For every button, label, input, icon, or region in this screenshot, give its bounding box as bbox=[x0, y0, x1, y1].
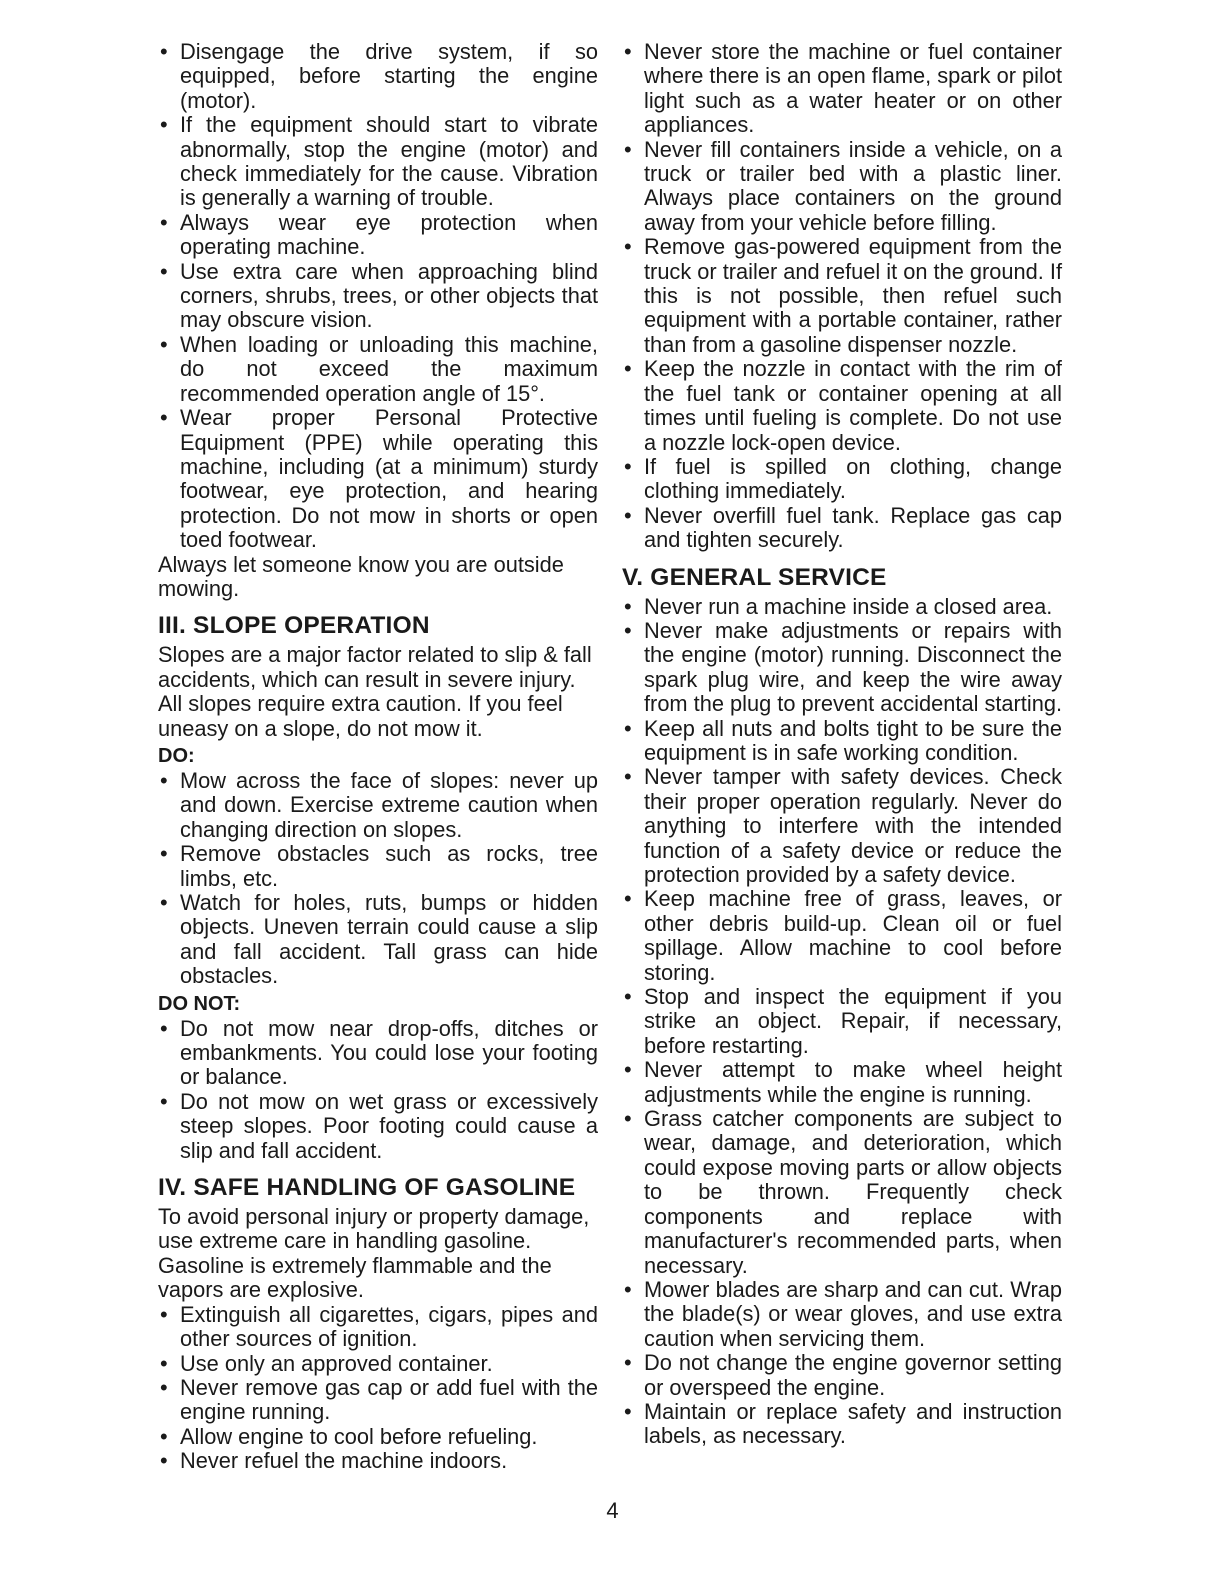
list-item: • Use only an approved container. bbox=[160, 1350, 493, 1376]
list-item: • Always wear eye protection when operating machine. bbox=[160, 209, 598, 260]
bullet-icon: • bbox=[624, 715, 632, 741]
bullet-icon: • bbox=[624, 356, 632, 382]
list-item: • Never overfill fuel tank. Replace gas cap and tighten securely. bbox=[624, 502, 1062, 553]
list-item: • Do not mow near drop-offs, ditches or embankments. You could lose your footing or balance. bbox=[160, 1015, 598, 1090]
list-item: • Never attempt to make wheel height adjustments while the engine is running. bbox=[624, 1057, 1062, 1107]
bullet-icon: • bbox=[160, 39, 168, 64]
bullet-icon: • bbox=[160, 890, 168, 915]
list-item: • Never refuel the machine indoors. bbox=[160, 1448, 508, 1474]
bullet-icon: • bbox=[624, 984, 632, 1010]
list-item: • Maintain or replace safety and instruction labels, as necessary. bbox=[624, 1398, 1062, 1449]
general-service-heading: V. GENERAL SERVICE bbox=[622, 563, 887, 591]
gasoline-list bbox=[158, 1303, 598, 1474]
bullet-icon: • bbox=[160, 1448, 168, 1474]
do-list bbox=[158, 769, 598, 989]
bullet-icon: • bbox=[624, 593, 632, 619]
list-item: • Grass catcher components are subject to wear, damage, and deterioration, which could expose moving parts or allow objects to be thrown. Frequently check components and replace with manufacturer's recommended parts, when necessary. bbox=[624, 1106, 1062, 1278]
bullet-icon: • bbox=[160, 841, 168, 867]
left-column bbox=[158, 40, 598, 1474]
list-item: • Extinguish all cigarettes, cigars, pipes and other sources of ignition. bbox=[160, 1301, 598, 1352]
bullet-icon: • bbox=[624, 136, 632, 162]
list-item: • Keep the nozzle in contact with the rim of the fuel tank or container opening at all times until fueling is complete. Do not use a nozzle lock-open device. bbox=[624, 356, 1062, 455]
list-item: • Never remove gas cap or add fuel with the engine running. bbox=[160, 1374, 598, 1425]
do-not-list bbox=[158, 1017, 598, 1163]
bullet-icon: • bbox=[160, 258, 168, 284]
bullet-icon: • bbox=[160, 1423, 168, 1449]
list-item: • Never fill containers inside a vehicle, on a truck or trailer bed with a plastic liner. Always place containers on the ground away from your vehicle before filling. bbox=[624, 136, 1062, 235]
bullet-icon: • bbox=[624, 1398, 632, 1424]
gasoline-list-continued bbox=[622, 40, 1062, 553]
bullet-icon: • bbox=[624, 617, 632, 643]
page-number: 4 bbox=[606, 1498, 619, 1523]
bullet-icon: • bbox=[160, 1350, 168, 1376]
gasoline-heading: IV. SAFE HANDLING OF GASOLINE bbox=[158, 1174, 576, 1202]
slope-paragraph: Slopes are a major factor related to slip & fall accidents, which can result in severe injury. All slopes require extra caution. If you feel uneasy on a slope, do not mow it. bbox=[158, 642, 592, 741]
bullet-icon: • bbox=[160, 112, 168, 138]
bullet-icon: • bbox=[624, 1057, 632, 1083]
list-item: • Disengage the drive system, if so equipped, before starting the engine (motor). bbox=[160, 39, 598, 113]
list-item: • Mower blades are sharp and can cut. Wrap the blade(s) or wear gloves, and use extra caution when servicing them. bbox=[624, 1276, 1062, 1351]
list-item: • Remove gas-powered equipment from the truck or trailer and refuel it on the ground. If this is not possible, then refuel such equipment with a portable container, rather than from a gasoline dispenser nozzle. bbox=[624, 234, 1062, 357]
intro-note: Always let someone know you are outside mowing. bbox=[158, 551, 564, 601]
slope-operation-heading: III. SLOPE OPERATION bbox=[158, 612, 430, 640]
list-item: • Remove obstacles such as rocks, tree limbs, etc. bbox=[160, 841, 598, 891]
do-label: DO: bbox=[158, 744, 195, 767]
bullet-icon: • bbox=[624, 234, 632, 260]
list-item: • Do not change the engine governor setting or overspeed the engine. bbox=[624, 1350, 1062, 1400]
bullet-icon: • bbox=[624, 764, 632, 790]
list-item: • Use extra care when approaching blind corners, shrubs, trees, or other objects that may obscure vision. bbox=[160, 258, 598, 333]
intro-bullet-list bbox=[158, 40, 598, 553]
list-item: • Watch for holes, ruts, bumps or hidden objects. Uneven terrain could cause a slip and fall accident. Tall grass can hide obstacles. bbox=[160, 890, 598, 989]
list-item: • Stop and inspect the equipment if you strike an object. Repair, if necessary, before restarting. bbox=[624, 984, 1062, 1058]
do-not-label: DO NOT: bbox=[158, 992, 241, 1015]
bullet-icon: • bbox=[160, 1301, 168, 1327]
bullet-icon: • bbox=[160, 1374, 168, 1400]
bullet-icon: • bbox=[160, 767, 168, 793]
bullet-icon: • bbox=[624, 1106, 632, 1132]
list-item: • Do not mow on wet grass or excessively steep slopes. Poor footing could cause a slip and fall accident. bbox=[160, 1088, 598, 1163]
bullet-icon: • bbox=[160, 331, 168, 357]
bullet-icon: • bbox=[624, 39, 632, 64]
bullet-icon: • bbox=[624, 502, 632, 528]
bullet-icon: • bbox=[160, 405, 168, 431]
list-item: • When loading or unloading this machine, do not exceed the maximum recommended operation angle of 15°. bbox=[160, 331, 598, 406]
gasoline-paragraph: To avoid personal injury or property damage, use extreme care in handling gasoline. Gasoline is extremely flammable and the vapors are explosive. bbox=[158, 1204, 590, 1303]
bullet-icon: • bbox=[624, 886, 632, 912]
list-item: • Keep all nuts and bolts tight to be sure the equipment is in safe working condition. bbox=[624, 715, 1062, 765]
right-column bbox=[622, 40, 1062, 1449]
list-item: • Never make adjustments or repairs with the engine (motor) running. Disconnect the spark plug wire, and keep the wire away from the plug to prevent accidental starting. bbox=[624, 617, 1063, 717]
bullet-icon: • bbox=[160, 1088, 168, 1114]
bullet-icon: • bbox=[160, 1015, 168, 1041]
list-item: • Never run a machine inside a closed area. bbox=[624, 593, 1053, 619]
list-item: • If fuel is spilled on clothing, change clothing immediately. bbox=[624, 453, 1062, 504]
list-item: • Allow engine to cool before refueling. bbox=[160, 1423, 538, 1449]
bullet-icon: • bbox=[624, 453, 632, 479]
service-list bbox=[622, 595, 1062, 1449]
list-item: • Keep machine free of grass, leaves, or other debris build-up. Clean oil or fuel spillage. Allow machine to cool before storing. bbox=[624, 886, 1062, 985]
list-item: • Wear proper Personal Protective Equipment (PPE) while operating this machine, including (at a minimum) sturdy footwear, eye protection, and hearing protection. Do not mow in shorts or open toed footwear. bbox=[160, 405, 598, 553]
list-item: • If the equipment should start to vibrate abnormally, stop the engine (motor) and check immediately for the cause. Vibration is generally a warning of trouble. bbox=[160, 112, 598, 211]
bullet-icon: • bbox=[624, 1276, 632, 1302]
list-item: • Never store the machine or fuel container where there is an open flame, spark or pilot light such as a water heater or on other appliances. bbox=[624, 39, 1062, 138]
bullet-icon: • bbox=[624, 1350, 632, 1376]
bullet-icon: • bbox=[160, 209, 168, 235]
list-item: • Mow across the face of slopes: never up and down. Exercise extreme caution when changing direction on slopes. bbox=[160, 767, 598, 842]
list-item: • Never tamper with safety devices. Check their proper operation regularly. Never do anything to interfere with the intended function of a safety device or reduce the protection provided by a safety device. bbox=[624, 764, 1062, 887]
